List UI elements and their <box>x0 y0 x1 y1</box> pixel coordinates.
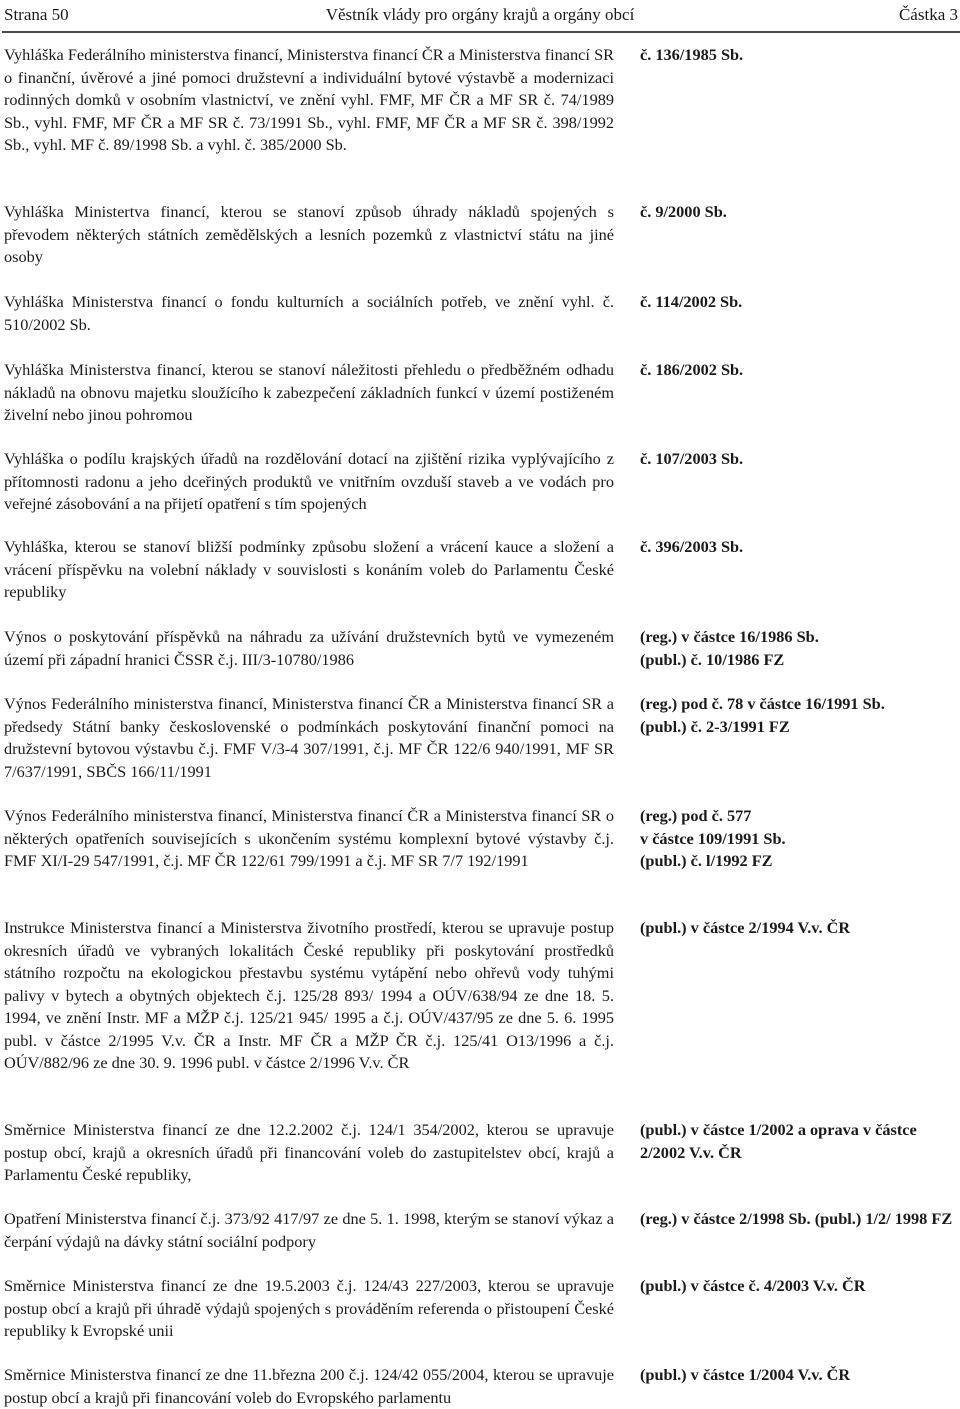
entry-reference <box>640 917 956 940</box>
entry-text: Směrnice Ministerstva financí ze dne 12.2.2002 č.j. 124/1 354/2002, kterou se upravuje postup obcí, krajů a okresních úřadů při financování voleb do zastupitelstev obcí, krajů a Parlamentu České republiky, <box>4 1120 614 1184</box>
page-number: Strana 50 <box>4 5 69 24</box>
entry-text: Směrnice Ministerstva financí ze dne 19.5.2003 č.j. 124/43 227/2003, kterou se upravuje postup obcí a krajů při úhradě výdajů spojených s prováděním referenda o přistoupení České republiky k Evropské unii <box>4 1276 614 1340</box>
entry-reference <box>640 1208 956 1231</box>
reference-line: č. 186/2002 Sb. <box>640 360 744 379</box>
reference-line: (publ.) v částce č. 4/2003 V.v. ČR <box>640 1276 866 1295</box>
entry-reference <box>640 1119 956 1164</box>
entry-text: Vyhláška Ministerstva financí, kterou se stanoví náležitosti přehledu o předběžném odhadu nákladů na obnovu majetku sloužícího k zabezpečení základních funkcí v území postiženém živelní nebo jinou pohromou <box>4 360 614 424</box>
reference-line: č. 9/2000 Sb. <box>640 202 727 221</box>
reference-line: (publ.) v částce 2/1994 V.v. ČR <box>640 918 851 937</box>
entry-reference <box>640 1364 956 1387</box>
entry-reference <box>640 626 956 671</box>
entry-reference <box>640 359 956 382</box>
entry-reference <box>640 291 956 314</box>
entry-text: Vyhláška Federálního ministerstva financí, Ministerstva financí ČR a Ministerstva financí SR o finanční, úvěrové a jiné pomoci družstevní a individuální bytové výstavbě a modernizaci rodinných domků v osobním vlastnictví, ve znění vyhl. FMF, MF ČR a MF SR č. 74/1989 Sb., vyhl. FMF, MF ČR a MF SR č. 73/1991 Sb., vyhl. FMF, MF ČR a MF SR č. 398/1992 Sb., vyhl. MF č. 89/1998 Sb. a vyhl. č. 385/2000 Sb. <box>4 45 614 154</box>
reference-line: (reg.) pod č. 577 <box>640 806 752 825</box>
reference-line: (reg.) v částce 2/1998 Sb. (publ.) 1/2/ 1998 FZ <box>640 1209 953 1228</box>
entry-text: Vyhláška o podílu krajských úřadů na rozdělování dotací na zjištění rizika vyplývajícího z přítomnosti radonu a jeho dceřiných produktů ve vnitřním ovzduší staveb a ve vodách pro veřejné zásobování a na přijetí opatření s tím spojených <box>4 449 614 513</box>
reference-line: č. 114/2002 Sb. <box>640 292 743 311</box>
entry-reference <box>640 536 956 559</box>
reference-line: v částce 109/1991 Sb. <box>640 828 786 848</box>
header-rule <box>2 31 960 33</box>
reference-line: č. 107/2003 Sb. <box>640 449 744 468</box>
entry-reference <box>640 201 956 224</box>
entry-reference <box>640 693 956 738</box>
entry-reference <box>640 448 956 471</box>
entry-text: Opatření Ministerstva financí č.j. 373/92 417/97 ze dne 5. 1. 1998, kterým se stanoví výkaz a čerpání výdajů na dávky státní sociální podpory <box>4 1209 614 1251</box>
entry-reference <box>640 805 956 873</box>
reference-line: (publ.) č. l/1992 FZ <box>640 851 773 870</box>
entry-text: Směrnice Ministerstva financí ze dne 11.března 200 č.j. 124/42 055/2004, kterou se upravuje postup obcí a krajů při financování voleb do Evropského parlamentu <box>4 1365 614 1407</box>
reference-line: (reg.) v částce 16/1986 Sb. <box>640 627 819 646</box>
reference-line: (reg.) pod č. 78 v částce 16/1991 Sb. <box>640 694 885 713</box>
issue-number: Částka 3 <box>898 5 958 24</box>
reference-line: (publ.) v částce 1/2002 a oprava v částce 2/2002 V.v. ČR <box>640 1120 917 1162</box>
entry-reference <box>640 44 956 67</box>
entry-text: Výnos Federálního ministerstva financí, Ministerstva financí ČR a Ministerstva financí SR o některých opatřeních souvisejících s ukončením systému komplexní bytové výstavby č.j. FMF XI/I-29 547/1991, č.j. MF ČR 122/61 799/1991 a č.j. MF SR 7/7 192/1991 <box>4 806 614 870</box>
reference-line: (publ.) č. 10/1986 FZ <box>640 649 785 669</box>
entry-text: Výnos Federálního ministerstva financí, Ministerstva financí ČR a Ministerstva financí SR a předsedy Státní banky československé o podmínkách poskytování finanční pomoci na družstevní bytovou výstavbu č.j. FMF V/3-4 307/1991, č.j. MF ČR 122/6 940/1991, MF SR 7/637/1991, SBČS 166/11/1991 <box>4 694 614 781</box>
reference-line: (publ.) v částce 1/2004 V.v. ČR <box>640 1365 851 1384</box>
reference-line: (publ.) č. 2-3/1991 FZ <box>640 716 790 736</box>
entry-text: Vyhláška Ministerstva financí o fondu kulturních a sociálních potřeb, ve znění vyhl. č. 510/2002 Sb. <box>4 292 614 334</box>
entry-text: Vyhláška, kterou se stanoví bližší podmínky způsobu složení a vrácení kauce a složení a vrácení příspěvku na volební náklady v souvislosti s konáním voleb do Parlamentu České republiky <box>4 537 614 601</box>
reference-line: č. 396/2003 Sb. <box>640 537 744 556</box>
entry-text: Vyhláška Ministertva financí, kterou se stanoví způsob úhrady nákladů spojených s převodem některých státních zemědělských a lesních pozemků z vlastnictví státu na jiné osoby <box>4 202 614 266</box>
entry-text: Instrukce Ministerstva financí a Ministerstva životního prostředí, kterou se upravuje postup okresních úřadů ve vybraných lokalitách České republiky při poskytování prostředků státního rozpočtu na ekologickou přestavbu systému vytápění nebo ohřevů vody tuhými palivy v bytech a obytných objektech č.j. 125/28 893/ 1994 a OÚV/638/94 ze dne 18. 5. 1994, ve znění Instr. MF a MŽP č.j. 125/21 945/ 1995 a č.j. OÚV/437/95 ze dne 5. 6. 1995 publ. v částce 2/1995 V.v. ČR a Instr. MF ČR a MŽP ČR č.j. 125/41 O13/1996 a č.j. OÚV/882/96 ze dne 30. 9. 1996 publ. v částce 2/1996 V.v. ČR <box>4 918 614 1072</box>
publication-title: Věstník vlády pro orgány krajů a orgány obcí <box>325 5 635 24</box>
reference-line: č. 136/1985 Sb. <box>640 45 744 64</box>
entry-reference <box>640 1275 956 1298</box>
page-header <box>0 0 960 30</box>
entry-text: Výnos o poskytování příspěvků na náhradu za užívání družstevních bytů ve vymezeném území při západní hranici ČSSR č.j. III/3-10780/1986 <box>4 627 614 669</box>
